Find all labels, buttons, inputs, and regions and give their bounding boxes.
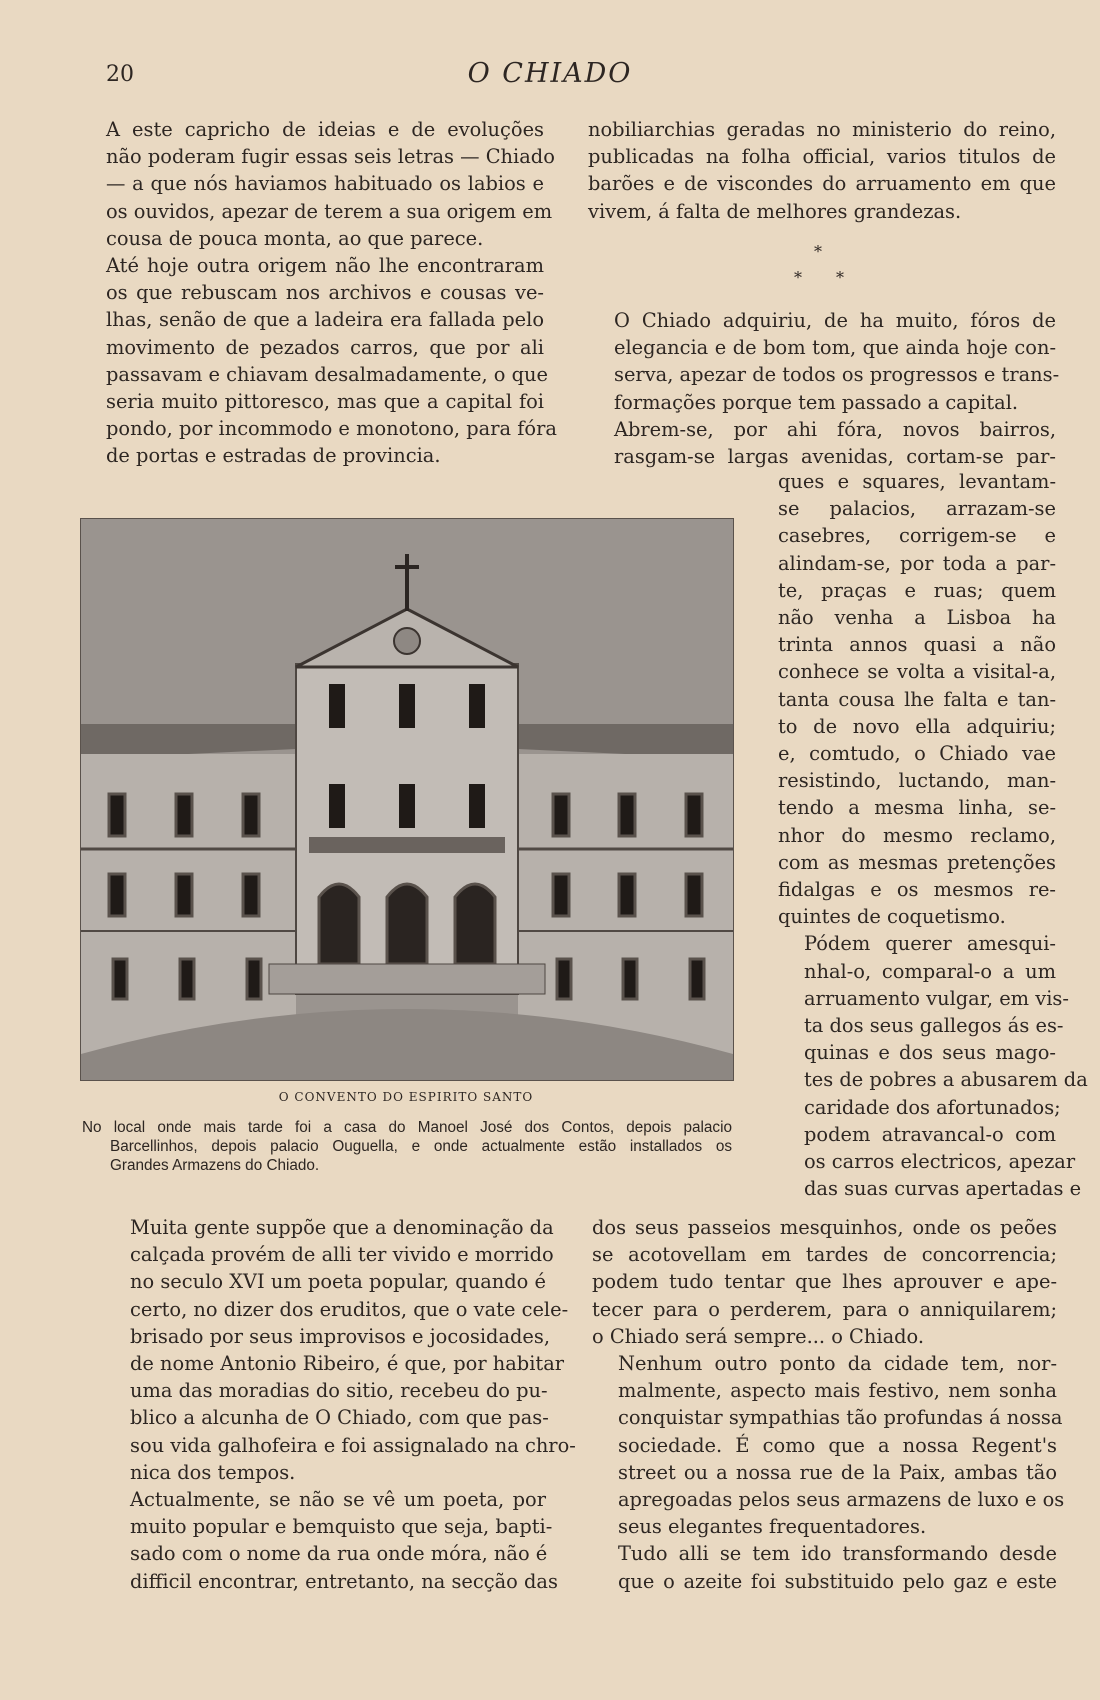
text-line: — a que nós haviamos habituado os labios e: [106, 172, 544, 196]
text-line: street ou a nossa rue de la Paix, ambas tão: [618, 1460, 1057, 1484]
column-left-top: [80, 116, 557, 470]
text-line: alindam-se, por toda a par-: [778, 551, 1056, 575]
text-line: elegancia e de bom tom, que ainda hoje con-: [614, 336, 1056, 360]
text-line: com as mesmas pretenções: [778, 850, 1056, 874]
text-line: malmente, aspecto mais festivo, nem sonha: [618, 1379, 1057, 1403]
paragraph: [80, 252, 557, 470]
section-break-asterisks: [790, 242, 850, 287]
text-line: de portas e estradas de provincia.: [106, 444, 441, 468]
text-line: nobiliarchias geradas no ministerio do reino,: [588, 118, 1056, 141]
text-line: O Chiado adquiriu, de ha muito, fóros de: [614, 309, 1056, 332]
text-line: conhece se volta a visital-a,: [778, 660, 1056, 684]
text-line: Tudo alli se tem ido transformando desde: [618, 1542, 1057, 1566]
column-right-narrow: [778, 468, 1088, 1202]
text-line: sou vida galhofeira e foi assignalado na chro-: [130, 1433, 576, 1457]
text-line: publicadas na folha official, varios titulos de: [588, 145, 1056, 169]
column-right-top: [588, 116, 1056, 225]
text-line: to de novo ella adquiriu;: [778, 714, 1056, 738]
text-line: blico a alcunha de O Chiado, com que pas-: [130, 1406, 549, 1430]
text-line: conquistar sympathias tão profundas á nossa: [618, 1406, 1063, 1430]
paragraph: [778, 468, 1056, 930]
text-line: certo, no dizer dos eruditos, que o vate cele-: [130, 1297, 569, 1321]
paragraph: [592, 1214, 1057, 1350]
paragraph: [104, 1214, 576, 1486]
text-line: seus elegantes frequentadores.: [618, 1515, 927, 1539]
text-line: difficil encontrar, entretanto, na secção das: [130, 1569, 558, 1593]
text-line: muito popular e bemquisto que seja, bapti-: [130, 1515, 553, 1539]
text-line: brisado por seus improvisos e jocosidades,: [130, 1324, 551, 1348]
caption-line: Barcellinhos, depois palacio Ouguella, e onde actualmente estão installados os: [110, 1138, 732, 1155]
paragraph: [80, 116, 555, 252]
text-line: seria muito pittoresco, mas que a capital foi: [106, 390, 544, 414]
text-line: calçada provém de alli ter vivido e morrido: [130, 1243, 554, 1267]
text-line: se palacios, arrazam-se: [778, 497, 1056, 521]
text-line: rasgam-se largas avenidas, cortam-se par-: [614, 445, 1056, 469]
text-line: movimento de pezados carros, que por ali: [106, 335, 544, 359]
text-line: nhal-o, comparal-o a um: [804, 959, 1056, 983]
text-line: vivem, á falta de melhores grandezas.: [588, 199, 962, 223]
column-right-middle: [588, 307, 1060, 470]
text-line: se acotovellam em tardes de concorrencia;: [592, 1243, 1057, 1267]
text-line: barões e de viscondes do arruamento em que: [588, 172, 1056, 196]
text-line: apregoadas pelos seus armazens de luxo e os: [618, 1488, 1065, 1512]
text-line: quintes de coquetismo.: [778, 905, 1006, 929]
text-line: tecer para o perderem, para o anniquilarem;: [592, 1297, 1057, 1321]
text-line: pondo, por incommodo e monotono, para fóra: [106, 417, 557, 441]
text-line: sociedade. É como que a nossa Regent's: [618, 1433, 1057, 1457]
text-line: trinta annos quasi a não: [778, 633, 1056, 657]
text-line: os carros electricos, apezar: [804, 1150, 1076, 1174]
text-line: não poderam fugir essas seis letras — Chiado: [106, 145, 555, 169]
text-line: ques e squares, levantam-: [778, 470, 1056, 493]
text-line: tanta cousa lhe falta e tan-: [778, 687, 1056, 711]
text-line: quinas e dos seus mago-: [804, 1041, 1056, 1065]
text-line: dos seus passeios mesquinhos, onde os peões: [592, 1216, 1057, 1239]
text-line: podem tudo tentar que lhes aprouver e ape-: [592, 1270, 1057, 1294]
text-line: os que rebuscam nos archivos e cousas ve-: [106, 281, 544, 305]
text-line: não venha a Lisboa ha: [778, 606, 1056, 630]
column-left-bottom: [104, 1214, 576, 1595]
asterisk: *: [794, 268, 802, 287]
text-line: formações porque tem passado a capital.: [614, 390, 1019, 414]
text-line: cousa de pouca monta, ao que parece.: [106, 226, 484, 250]
text-line: de nome Antonio Ribeiro, é que, por habitar: [130, 1352, 565, 1376]
text-line: passavam e chiavam desalmadamente, o que: [106, 362, 548, 386]
text-line: Até hoje outra origem não lhe encontraram: [106, 254, 544, 278]
text-line: no seculo XVI um poeta popular, quando é: [130, 1270, 546, 1294]
asterisk: *: [836, 268, 844, 287]
text-line: tes de pobres a abusarem da: [804, 1068, 1088, 1092]
text-line: uma das moradias do sitio, recebeu do pu-: [130, 1379, 548, 1403]
text-line: lhas, senão de que a ladeira era fallada pelo: [106, 308, 544, 332]
convent-illustration: [80, 518, 734, 1081]
text-line: nhor do mesmo reclamo,: [778, 823, 1056, 847]
text-line: das suas curvas apertadas e: [804, 1177, 1082, 1201]
text-line: que o azeite foi substituido pelo gaz e este: [618, 1569, 1057, 1593]
text-line: casebres, corrigem-se e: [778, 524, 1056, 548]
asterisk: *: [814, 242, 822, 261]
paragraph: [592, 1350, 1065, 1540]
text-line: caridade dos afortunados;: [804, 1095, 1061, 1119]
paragraph: [104, 1486, 558, 1595]
text-line: Actualmente, se não se vê um poeta, por: [130, 1488, 546, 1512]
convent-facade-drawing: [81, 519, 733, 1080]
paragraph: [588, 416, 1056, 470]
caption-line: Grandes Armazens do Chiado.: [110, 1157, 320, 1174]
text-line: A este capricho de ideias e de evoluções: [106, 118, 544, 141]
paragraph: [592, 1540, 1057, 1594]
text-line: tendo a mesma linha, se-: [778, 796, 1056, 820]
text-line: e, comtudo, o Chiado vae: [778, 742, 1056, 766]
running-title: O CHIADO: [467, 58, 633, 89]
text-line: Pódem querer amesqui-: [804, 932, 1056, 956]
caption-body: [82, 1118, 732, 1175]
text-line: Nenhum outro ponto da cidade tem, nor-: [618, 1352, 1057, 1376]
text-line: Abrem-se, por ahi fóra, novos bairros,: [614, 417, 1056, 441]
text-line: os ouvidos, apezar de terem a sua origem em: [106, 199, 553, 223]
text-line: resistindo, luctando, man-: [778, 769, 1056, 793]
text-line: fidalgas e os mesmos re-: [778, 878, 1056, 902]
text-line: serva, apezar de todos os progressos e trans-: [614, 363, 1060, 387]
caption-line: No local onde mais tarde foi a casa do Manoel José dos Contos, depois palacio: [82, 1119, 732, 1136]
text-line: nica dos tempos.: [130, 1460, 296, 1484]
text-line: arruamento vulgar, em vis-: [804, 986, 1069, 1010]
text-line: podem atravancal-o com: [804, 1122, 1056, 1146]
paragraph: [588, 307, 1060, 416]
paragraph: [778, 930, 1088, 1202]
column-right-bottom: [592, 1214, 1065, 1595]
text-line: ta dos seus gallegos ás es-: [804, 1014, 1064, 1038]
text-line: sado com o nome da rua onde móra, não é: [130, 1542, 548, 1566]
text-line: te, praças e ruas; quem: [778, 578, 1056, 602]
page-number: 20: [106, 62, 134, 87]
caption-title: O CONVENTO DO ESPIRITO SANTO: [278, 1090, 534, 1104]
text-line: Muita gente suppõe que a denominação da: [130, 1216, 554, 1239]
paragraph: [588, 116, 1056, 225]
text-line: o Chiado será sempre... o Chiado.: [592, 1324, 925, 1348]
